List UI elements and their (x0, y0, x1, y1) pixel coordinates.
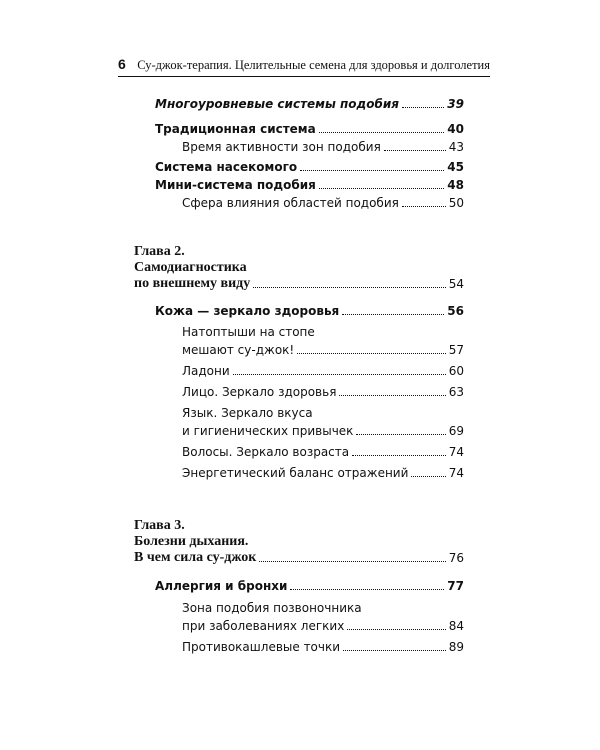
chapter-3-title-line1: Болезни дыхания. (134, 534, 249, 549)
toc-entry[interactable] (182, 639, 464, 655)
toc-entry[interactable] (155, 177, 464, 193)
toc-entry-page: 43 (448, 140, 464, 154)
chapter-2-heading[interactable] (134, 244, 464, 292)
toc-entry[interactable] (155, 578, 464, 594)
running-title: Су-джок-терапия. Целительные семена для здоровья и долголетия (137, 58, 490, 72)
toc-entry[interactable] (155, 96, 464, 112)
page-number: 6 (118, 56, 126, 72)
dot-leader (319, 132, 445, 133)
toc-entry-title: и гигиенических привычек (182, 424, 354, 438)
toc-entry-first-line: Натоптыши на стопе (182, 325, 315, 339)
dot-leader (402, 107, 444, 108)
toc-entry[interactable] (182, 444, 464, 460)
toc-entry[interactable] (182, 465, 464, 481)
dot-leader (402, 206, 446, 207)
toc-entry[interactable] (182, 384, 464, 400)
toc-entry-title: Противокашлевые точки (182, 640, 341, 654)
toc-entry-first-line: Язык. Зеркало вкуса (182, 406, 313, 420)
toc-entry-page: 74 (448, 445, 464, 459)
toc-entry-title: при заболеваниях легких (182, 619, 345, 633)
dot-leader (253, 287, 445, 288)
toc-entry-title: Система насекомого (155, 160, 298, 174)
toc-entry-title: Традиционная система (155, 122, 316, 136)
dot-leader (339, 395, 445, 396)
dot-leader (384, 150, 446, 151)
dot-leader (233, 374, 446, 375)
toc-entry-page: 48 (447, 178, 464, 192)
dot-leader (411, 476, 445, 477)
dot-leader (297, 353, 446, 354)
dot-leader (290, 589, 444, 590)
toc-entry[interactable] (182, 363, 464, 379)
dot-leader (356, 434, 445, 435)
toc-entry-page: 89 (448, 640, 464, 654)
dot-leader (352, 455, 446, 456)
toc-entry-page: 39 (447, 97, 464, 111)
dot-leader (342, 314, 444, 315)
chapter-2-title-line1: Самодиагностика (134, 260, 247, 275)
toc-entry-page: 56 (447, 304, 464, 318)
toc-entry[interactable] (182, 342, 464, 358)
chapter-3-page: 76 (448, 551, 464, 565)
dot-leader (319, 188, 444, 189)
chapter-2-title-row (134, 276, 464, 292)
toc-entry-page: 77 (447, 579, 464, 593)
toc-entry[interactable] (182, 618, 464, 634)
chapter-3-heading[interactable] (134, 518, 464, 566)
header-rule (118, 76, 490, 77)
page-header (118, 56, 490, 72)
toc-entry[interactable] (155, 121, 464, 137)
dot-leader (343, 650, 446, 651)
toc-entry-first-line: Зона подобия позвоночника (182, 601, 362, 615)
toc-entry-title: Энергетический баланс отражений (182, 466, 409, 480)
chapter-2-number: Глава 2. (134, 244, 185, 259)
toc-entry-title: Волосы. Зеркало возраста (182, 445, 350, 459)
toc-entry-page: 50 (448, 196, 464, 210)
toc-entry[interactable] (155, 303, 464, 319)
toc-entry-title: Кожа — зеркало здоровья (155, 304, 340, 318)
chapter-2-page: 54 (448, 277, 464, 291)
toc-entry-title: Ладони (182, 364, 230, 378)
toc-entry-page: 63 (448, 385, 464, 399)
toc-entry-title: Многоуровневые системы подобия (155, 97, 399, 111)
toc-entry-page: 74 (448, 466, 464, 480)
toc-entry-page: 84 (448, 619, 464, 633)
chapter-2-title-line2: по внешнему виду (134, 276, 251, 291)
toc-entry-title: Мини-система подобия (155, 178, 316, 192)
dot-leader (300, 170, 444, 171)
toc-entry-page: 57 (448, 343, 464, 357)
chapter-3-number: Глава 3. (134, 518, 185, 533)
toc-entry-title: Лицо. Зеркало здоровья (182, 385, 337, 399)
toc-entry[interactable] (182, 423, 464, 439)
toc-entry-page: 40 (447, 122, 464, 136)
dot-leader (347, 629, 445, 630)
chapter-3-title-row (134, 550, 464, 566)
toc-entry-page: 60 (448, 364, 464, 378)
toc-entry[interactable] (155, 159, 464, 175)
toc-entry-page: 45 (447, 160, 464, 174)
toc-entry-title: Сфера влияния областей подобия (182, 196, 399, 210)
toc-entry-title: Время активности зон подобия (182, 140, 381, 154)
toc-entry-title: мешают су-джок! (182, 343, 295, 357)
toc-entry[interactable] (182, 195, 464, 211)
toc-entry-page: 69 (448, 424, 464, 438)
toc-entry[interactable] (182, 139, 464, 155)
dot-leader (259, 561, 445, 562)
chapter-3-title-line2: В чем сила су-джок (134, 550, 257, 565)
toc-entry-title: Аллергия и бронхи (155, 579, 288, 593)
